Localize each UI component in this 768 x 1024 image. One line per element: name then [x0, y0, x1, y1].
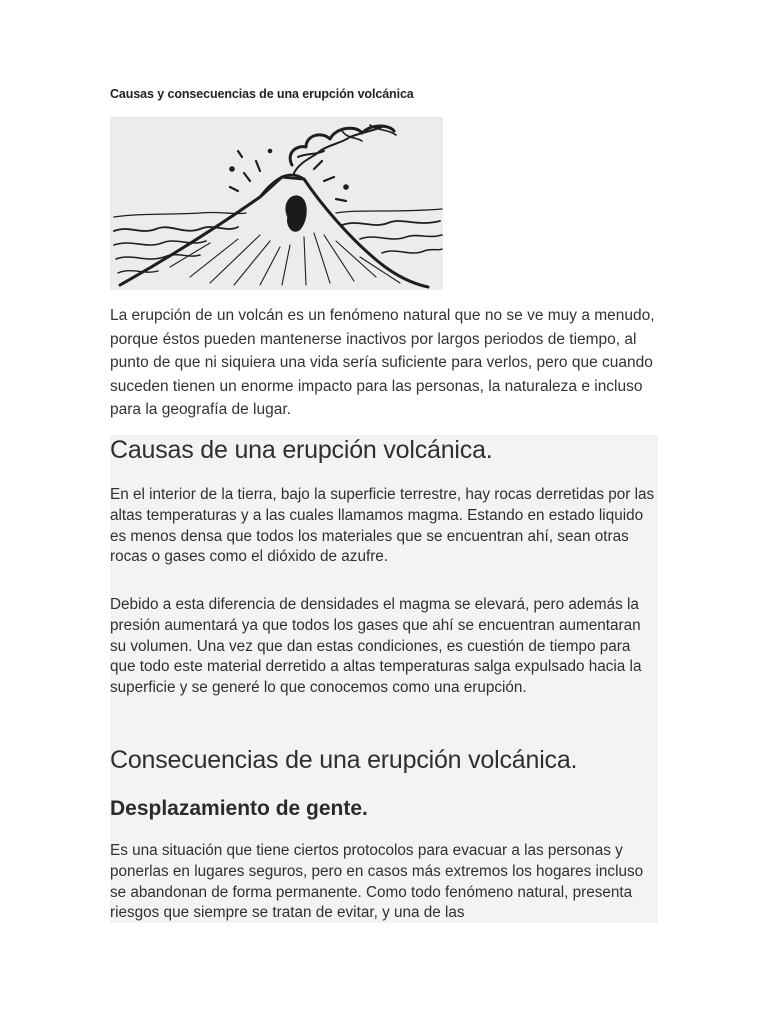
causes-paragraph-1: En el interior de la tierra, bajo la superficie terrestre, hay rocas derretidas por las altas temperaturas y a las cuales llamamos magma. Estando en estado liquido es menos densa que todos los materiales que se encuentran ahí, sean otras rocas o gases como el dióxido de azufre.: [110, 486, 655, 566]
volcano-eruption-icon: [110, 117, 443, 290]
displacement-paragraph: Es una situación que tiene ciertos protocolos para evacuar a las personas y ponerlas en lugares seguros, pero en casos más extremos los hogares incluso se abandonan de forma permanente. Como todo fenómeno natural, presenta riesgos que siempre se tratan de evitar, y una de las: [110, 842, 644, 922]
intro-paragraph: La erupción de un volcán es un fenómeno natural que no se ve muy a menudo, porque éstos pueden mantenerse inactivos por largos periodos de tiempo, al punto de que ni siquiera una vida sería suficiente para verlos, pero que cuando suceden tienen un enorme impacto para las personas, la naturaleza e incluso para la geografía de lugar.: [110, 307, 655, 418]
page-title: Causas y consecuencias de una erupción volcánica: [110, 87, 414, 101]
causes-heading: Causas de una erupción volcánica.: [110, 436, 493, 464]
article-panel: [110, 435, 658, 923]
volcano-illustration: [110, 117, 443, 290]
consequences-heading: Consecuencias de una erupción volcánica.: [110, 746, 578, 774]
displacement-subheading: Desplazamiento de gente.: [110, 797, 368, 820]
causes-paragraph-2: Debido a esta diferencia de densidades el magma se elevará, pero además la presión aumentará ya que todos los gases que ahí se encuentran aumentaran su volumen. Una vez que dan estas condiciones, es cuestión de tiempo para que todo este material derretido a altas temperaturas salga expulsado hacia la superficie y se generé lo que conocemos como una erupción.: [110, 596, 642, 697]
